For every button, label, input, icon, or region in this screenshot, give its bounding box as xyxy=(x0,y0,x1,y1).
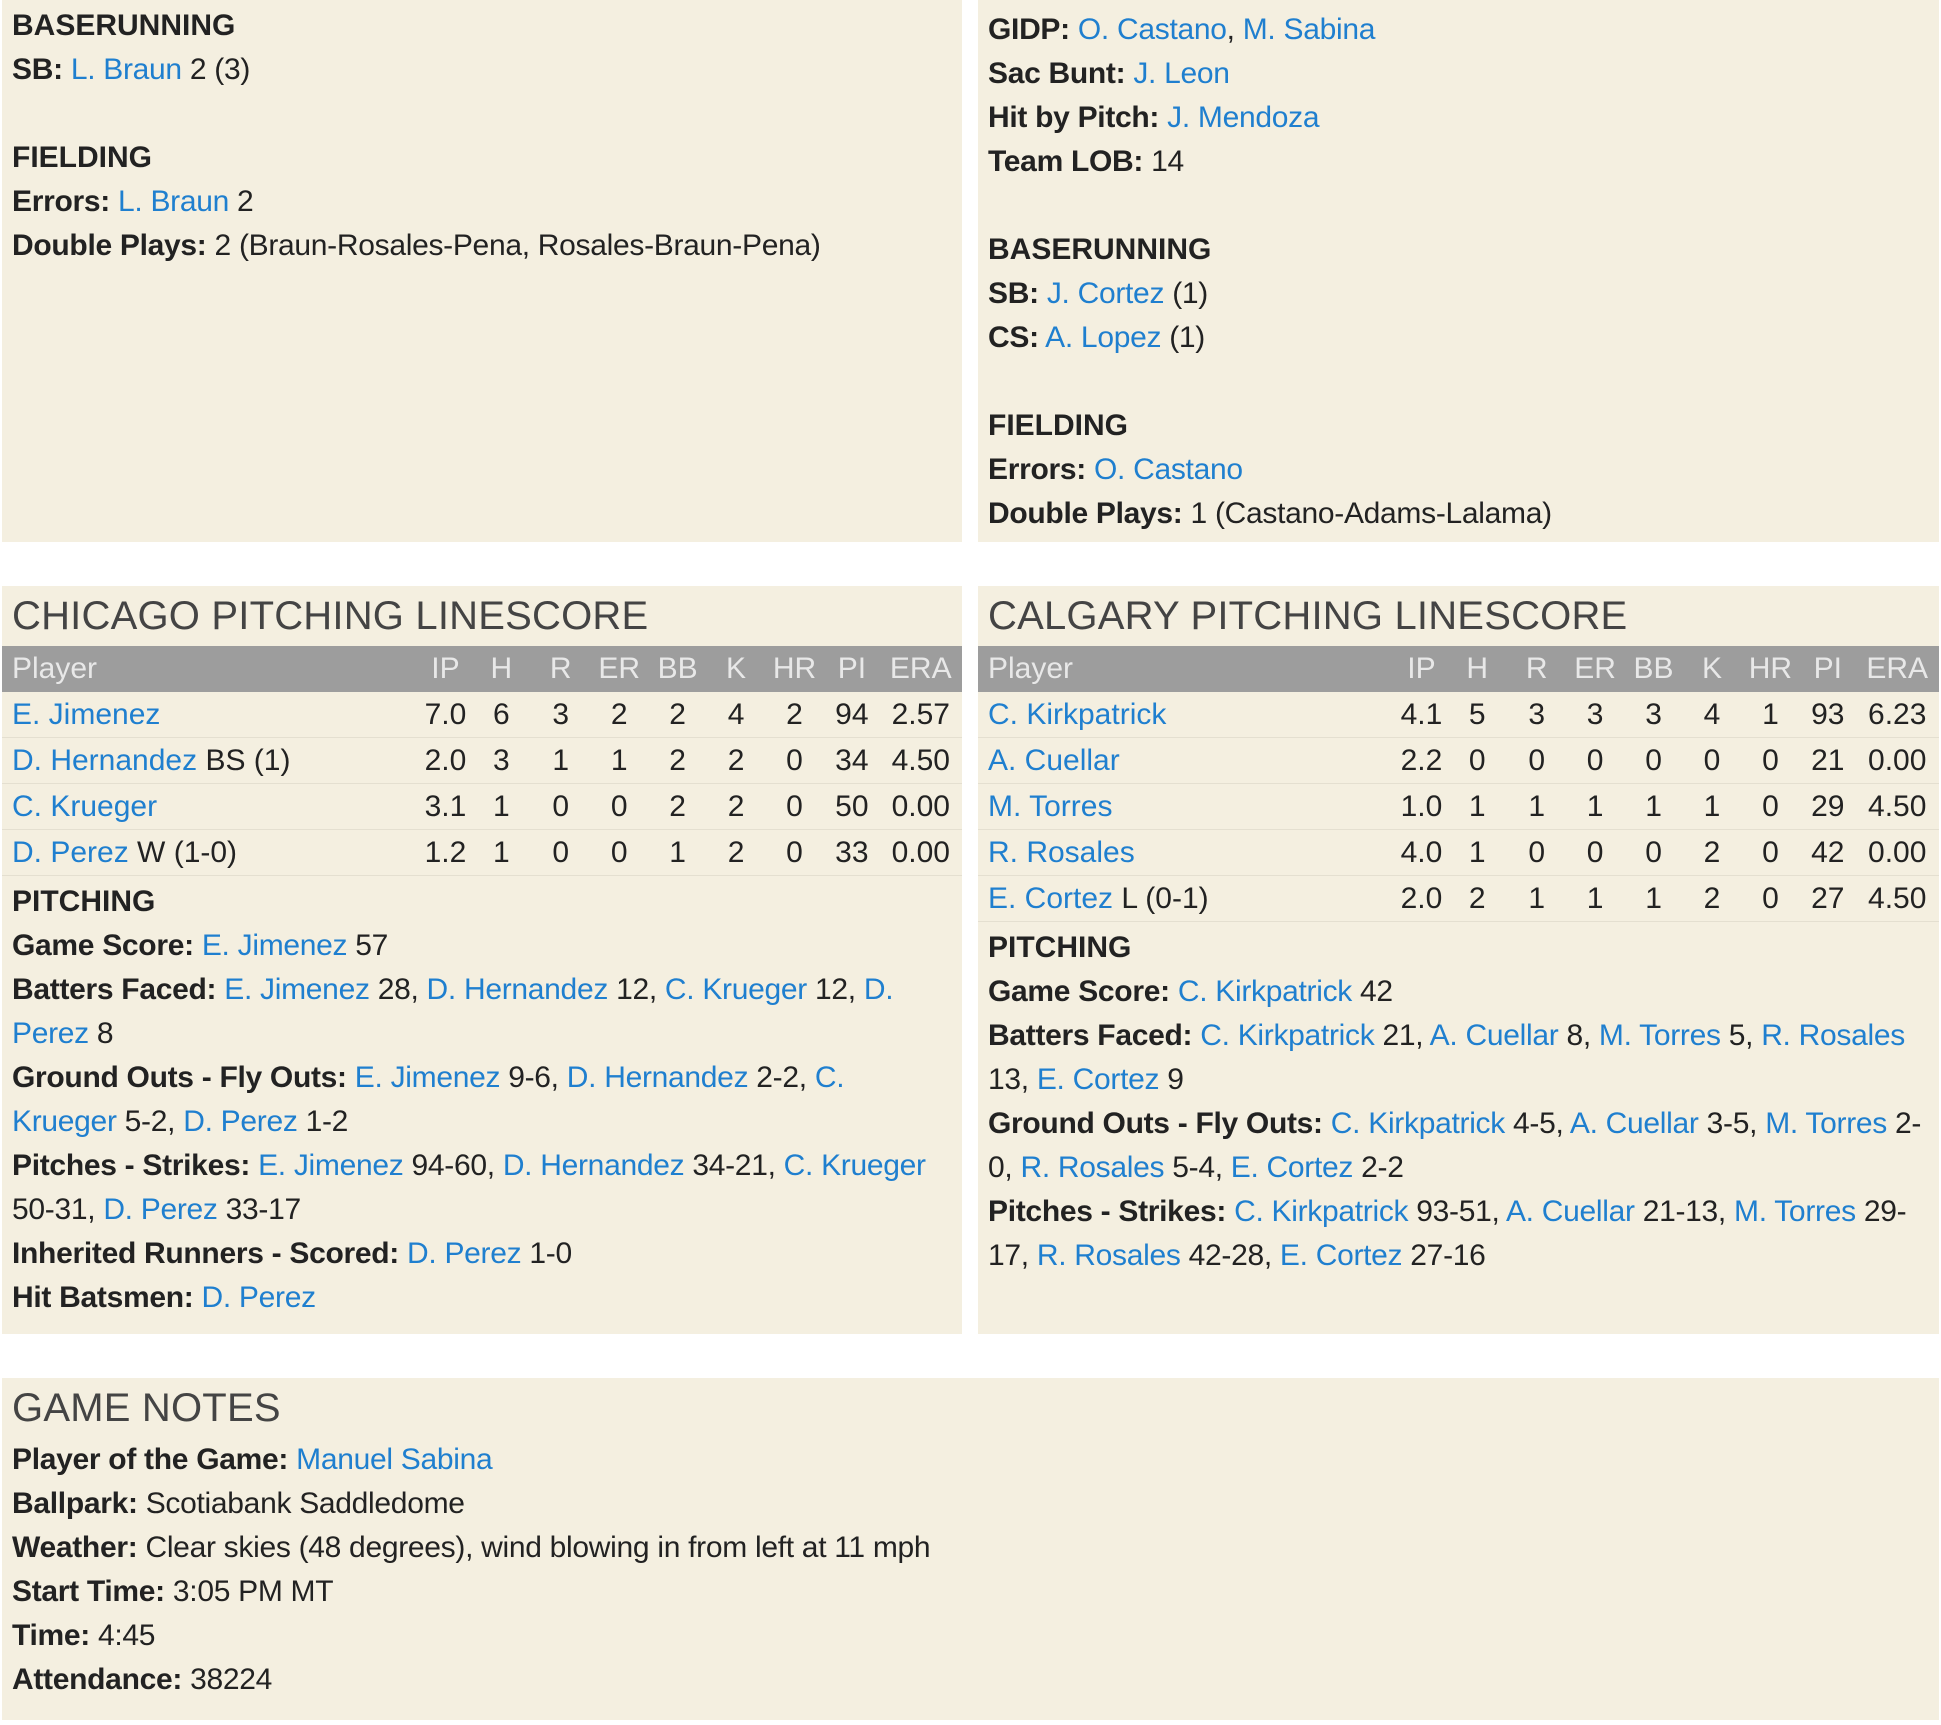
stat-cell: 1 xyxy=(1624,784,1683,830)
field-label: CS: xyxy=(988,321,1039,354)
field-value: 12, xyxy=(608,973,665,1006)
stat-cell: 3 xyxy=(1507,692,1566,738)
stat-cell: 2 xyxy=(591,692,648,738)
section-title: PITCHING xyxy=(988,931,1132,964)
hit-batsmen-line xyxy=(12,1276,952,1320)
gidp-line xyxy=(988,8,1929,52)
start-time-line xyxy=(12,1570,1929,1614)
player-link[interactable]: A. Cuellar xyxy=(988,743,1120,777)
column-header: H xyxy=(472,646,531,692)
table-header-row xyxy=(978,646,1939,692)
field-value: 21, xyxy=(1374,1019,1430,1052)
player-link[interactable]: O. Castano xyxy=(1077,13,1227,46)
player-link[interactable]: E. Cortez xyxy=(1036,1063,1160,1096)
player-link[interactable]: R. Rosales xyxy=(988,835,1135,869)
player-cell xyxy=(978,830,1395,876)
field-label: Pitches - Strikes: xyxy=(988,1195,1227,1228)
stat-cell: 2 xyxy=(1683,830,1740,876)
player-cell xyxy=(978,784,1395,830)
calgary-pitching-panel xyxy=(978,586,1939,1334)
stat-cell: 0 xyxy=(1741,738,1800,784)
column-header: ER xyxy=(591,646,648,692)
field-value: 42-28, xyxy=(1180,1239,1280,1272)
stat-cell: 4.1 xyxy=(1395,692,1447,738)
field-value: 3:05 PM MT xyxy=(164,1575,334,1608)
ballpark-line xyxy=(12,1482,1929,1526)
player-link[interactable]: J. Cortez xyxy=(1046,277,1165,310)
stat-cell: 2 xyxy=(648,738,707,784)
stat-cell: 0 xyxy=(1741,784,1800,830)
player-link[interactable]: C. Krueger xyxy=(12,789,158,823)
stat-cell: 33 xyxy=(824,830,879,876)
stat-cell: 0 xyxy=(591,830,648,876)
stat-cell: 2 xyxy=(707,784,764,830)
field-value: 94-60, xyxy=(403,1149,503,1182)
field-value: 2-2 xyxy=(1353,1151,1404,1184)
panel-title: GAME NOTES xyxy=(12,1386,281,1430)
field-label: Errors: xyxy=(12,185,110,218)
player-link[interactable]: D. Perez xyxy=(12,835,129,869)
stat-cell: 1 xyxy=(472,830,531,876)
field-label: Sac Bunt: xyxy=(988,57,1126,90)
field-label: Attendance: xyxy=(12,1663,183,1696)
double-plays-line xyxy=(988,492,1929,536)
player-link[interactable]: D. Perez xyxy=(407,1237,522,1270)
stat-cell: 0 xyxy=(1507,830,1566,876)
field-value: 13, xyxy=(988,1063,1037,1096)
stat-cell: 0.00 xyxy=(880,830,962,876)
stat-cell: 0 xyxy=(1683,738,1740,784)
field-value: 29-17, xyxy=(988,1195,1907,1272)
stat-cell: 2.2 xyxy=(1395,738,1447,784)
player-cell xyxy=(978,876,1395,922)
field-label: Errors: xyxy=(988,453,1086,486)
player-of-the-game-line xyxy=(12,1438,1929,1482)
column-header: IP xyxy=(419,646,471,692)
stolen-bases-line xyxy=(12,48,952,92)
stat-cell: 50 xyxy=(824,784,879,830)
stat-cell: 4 xyxy=(707,692,764,738)
field-value: 1-0 xyxy=(521,1237,572,1270)
field-value: 2 (3) xyxy=(181,53,251,86)
field-value: 2 xyxy=(229,185,254,218)
stat-cell: 1 xyxy=(648,830,707,876)
stat-cell: 1 xyxy=(591,738,648,784)
player-link[interactable]: O. Castano xyxy=(1093,453,1243,486)
stat-cell: 3 xyxy=(531,692,590,738)
player-cell xyxy=(2,784,419,830)
player-link[interactable]: R. Rosales xyxy=(1036,1239,1181,1272)
table-row xyxy=(978,830,1939,876)
decision-note: W (1-0) xyxy=(128,835,238,869)
field-label: SB: xyxy=(988,277,1039,310)
stat-cell: 0 xyxy=(1624,738,1683,784)
stat-cell: 1 xyxy=(531,738,590,784)
player-link[interactable]: D. Perez xyxy=(12,973,894,1050)
table-row xyxy=(2,830,962,876)
stat-cell: 42 xyxy=(1800,830,1855,876)
section-title: FIELDING xyxy=(12,141,152,174)
player-cell xyxy=(2,692,419,738)
field-label: Double Plays: xyxy=(988,497,1183,530)
field-label: SB: xyxy=(12,53,63,86)
player-link[interactable]: C. Krueger xyxy=(783,1149,926,1182)
decision-note: L (0-1) xyxy=(1113,881,1209,915)
double-plays-line xyxy=(12,224,952,268)
field-label: Hit Batsmen: xyxy=(12,1281,194,1314)
errors-line xyxy=(988,448,1929,492)
section-title: BASERUNNING xyxy=(12,9,236,42)
stat-cell: 1 xyxy=(1566,784,1623,830)
field-label: Double Plays: xyxy=(12,229,207,262)
chicago-pitching-panel xyxy=(2,586,962,1334)
column-header: R xyxy=(1507,646,1566,692)
player-link[interactable]: E. Jimenez xyxy=(258,1149,404,1182)
stat-cell: 2 xyxy=(648,692,707,738)
field-label: Ground Outs - Fly Outs: xyxy=(12,1061,347,1094)
field-value: 50-31, xyxy=(12,1193,104,1226)
stat-cell: 0 xyxy=(531,830,590,876)
batters-faced-line xyxy=(12,968,952,1056)
field-value: 57 xyxy=(347,929,389,962)
field-label: Batters Faced: xyxy=(988,1019,1193,1052)
column-header: Player xyxy=(978,646,1395,692)
player-link[interactable]: D. Hernandez xyxy=(12,743,198,777)
chicago-pitching-table xyxy=(2,646,962,876)
field-value: 8, xyxy=(1558,1019,1599,1052)
field-label: Time: xyxy=(12,1619,90,1652)
game-score-line xyxy=(12,924,952,968)
pitches-strikes-line xyxy=(988,1190,1929,1278)
player-link[interactable]: R. Rosales xyxy=(1761,1019,1905,1052)
caught-stealing-line xyxy=(988,316,1929,360)
game-score-line xyxy=(988,970,1929,1014)
column-header: BB xyxy=(1624,646,1683,692)
column-header: HR xyxy=(765,646,824,692)
column-header: Player xyxy=(2,646,419,692)
stat-cell: 3 xyxy=(472,738,531,784)
stat-cell: 0 xyxy=(1566,738,1623,784)
player-link[interactable]: E. Cortez xyxy=(1279,1239,1403,1272)
field-label: Ballpark: xyxy=(12,1487,138,1520)
stat-cell: 2 xyxy=(1683,876,1740,922)
field-label: Pitches - Strikes: xyxy=(12,1149,251,1182)
table-row xyxy=(2,738,962,784)
field-label: Player of the Game: xyxy=(12,1443,289,1476)
field-value: 8 xyxy=(88,1017,114,1050)
field-value: 28, xyxy=(369,973,427,1006)
stat-cell: 0.00 xyxy=(880,784,962,830)
sac-bunt-line xyxy=(988,52,1929,96)
field-value: 38224 xyxy=(182,1663,273,1696)
column-header: K xyxy=(1683,646,1740,692)
game-notes-panel xyxy=(2,1378,1939,1720)
player-link[interactable]: C. Kirkpatrick xyxy=(1234,1195,1409,1228)
field-value: 9 xyxy=(1159,1063,1184,1096)
stat-cell: 2.0 xyxy=(1395,876,1447,922)
field-value: 2 (Braun-Rosales-Pena, Rosales-Braun-Pena) xyxy=(206,229,821,262)
player-link[interactable]: M. Sabina xyxy=(1242,13,1376,46)
player-link[interactable]: L. Braun xyxy=(70,53,182,86)
player-link[interactable]: E. Jimenez xyxy=(354,1061,501,1094)
stat-cell: 3 xyxy=(1566,692,1623,738)
player-link[interactable]: M. Torres xyxy=(1734,1195,1856,1228)
separator: , xyxy=(1226,13,1243,46)
player-link[interactable]: A. Cuellar xyxy=(1505,1195,1635,1228)
player-link[interactable]: D. Hernandez xyxy=(426,973,609,1006)
stat-cell: 1.0 xyxy=(1395,784,1447,830)
field-value: 1 (Castano-Adams-Lalama) xyxy=(1182,497,1552,530)
column-header: PI xyxy=(824,646,879,692)
field-value: 5-4, xyxy=(1164,1151,1231,1184)
player-link[interactable]: D. Perez xyxy=(103,1193,218,1226)
field-value: 4-5, xyxy=(1504,1107,1570,1140)
stat-cell: 3 xyxy=(1624,692,1683,738)
field-value: 14 xyxy=(1143,145,1184,178)
player-link[interactable]: M. Torres xyxy=(1765,1107,1887,1140)
stat-cell: 0 xyxy=(765,738,824,784)
stat-cell: 93 xyxy=(1800,692,1855,738)
pitches-strikes-line xyxy=(12,1144,952,1232)
column-header: K xyxy=(707,646,764,692)
field-label: Weather: xyxy=(12,1531,138,1564)
player-link[interactable]: A. Cuellar xyxy=(1429,1019,1559,1052)
stat-cell: 5 xyxy=(1448,692,1507,738)
errors-line xyxy=(12,180,952,224)
stat-cell: 4.0 xyxy=(1395,830,1447,876)
stat-cell: 2 xyxy=(765,692,824,738)
stat-cell: 2.0 xyxy=(419,738,471,784)
player-link[interactable]: A. Lopez xyxy=(1045,321,1162,354)
column-header: ER xyxy=(1566,646,1623,692)
column-header: R xyxy=(531,646,590,692)
field-value: Scotiabank Saddledome xyxy=(137,1487,465,1520)
field-label: Game Score: xyxy=(12,929,194,962)
field-value: 3-5, xyxy=(1698,1107,1766,1140)
column-header: PI xyxy=(1800,646,1855,692)
stat-cell: 2.57 xyxy=(880,692,962,738)
chicago-batting-notes-panel xyxy=(2,0,962,542)
player-link[interactable]: M. Torres xyxy=(988,789,1113,823)
player-link[interactable]: C. Kirkpatrick xyxy=(988,697,1167,731)
stat-cell: 7.0 xyxy=(419,692,471,738)
stat-cell: 2 xyxy=(648,784,707,830)
calgary-batting-notes-panel xyxy=(978,0,1939,542)
stat-cell: 21 xyxy=(1800,738,1855,784)
stat-cell: 0 xyxy=(591,784,648,830)
hit-by-pitch-line xyxy=(988,96,1929,140)
stat-cell: 1 xyxy=(1448,830,1507,876)
field-label: Game Score: xyxy=(988,975,1170,1008)
table-row xyxy=(978,738,1939,784)
stat-cell: 1 xyxy=(1448,784,1507,830)
panel-title: CALGARY PITCHING LINESCORE xyxy=(988,594,1628,638)
stat-cell: 29 xyxy=(1800,784,1855,830)
stat-cell: 4.50 xyxy=(880,738,962,784)
table-row xyxy=(978,784,1939,830)
stat-cell: 4.50 xyxy=(1855,876,1939,922)
stat-cell: 1 xyxy=(1624,876,1683,922)
column-header: ERA xyxy=(880,646,962,692)
stat-cell: 0 xyxy=(765,830,824,876)
player-link[interactable]: D. Hernandez xyxy=(502,1149,685,1182)
stat-cell: 1 xyxy=(1683,784,1740,830)
stat-cell: 6 xyxy=(472,692,531,738)
player-link[interactable]: E. Cortez xyxy=(1230,1151,1354,1184)
batters-faced-line xyxy=(988,1014,1929,1102)
player-cell xyxy=(2,738,419,784)
stat-cell: 0 xyxy=(1507,738,1566,784)
inherited-runners-line xyxy=(12,1232,952,1276)
field-value: 42 xyxy=(1352,975,1393,1008)
field-value: 12, xyxy=(806,973,864,1006)
table-row xyxy=(2,784,962,830)
calgary-pitching-table xyxy=(978,646,1939,922)
stat-cell: 1 xyxy=(1741,692,1800,738)
column-header: BB xyxy=(648,646,707,692)
stat-cell: 0.00 xyxy=(1855,830,1939,876)
stat-cell: 0 xyxy=(765,784,824,830)
player-link[interactable]: E. Jimenez xyxy=(201,929,348,962)
weather-line xyxy=(12,1526,1929,1570)
stat-cell: 1 xyxy=(1507,784,1566,830)
field-label: GIDP: xyxy=(988,13,1070,46)
field-value: 34-21, xyxy=(684,1149,784,1182)
stat-cell: 27 xyxy=(1800,876,1855,922)
stat-cell: 4 xyxy=(1683,692,1740,738)
stat-cell: 2 xyxy=(1448,876,1507,922)
player-link[interactable]: C. Krueger xyxy=(664,973,807,1006)
field-label: Team LOB: xyxy=(988,145,1144,178)
field-value: (1) xyxy=(1161,321,1205,354)
player-link[interactable]: A. Cuellar xyxy=(1569,1107,1699,1140)
field-value: 5, xyxy=(1720,1019,1762,1052)
field-value: 21-13, xyxy=(1634,1195,1735,1228)
stat-cell: 1 xyxy=(1566,876,1623,922)
stat-cell: 0 xyxy=(1624,830,1683,876)
table-row xyxy=(978,876,1939,922)
field-value: 2-0, xyxy=(988,1107,1922,1184)
field-value: (1) xyxy=(1164,277,1208,310)
stat-cell: 1.2 xyxy=(419,830,471,876)
decision-note: BS (1) xyxy=(197,743,291,777)
field-value: 9-6, xyxy=(500,1061,567,1094)
field-value: 27-16 xyxy=(1402,1239,1486,1272)
player-link[interactable]: R. Rosales xyxy=(1020,1151,1165,1184)
field-label: Inherited Runners - Scored: xyxy=(12,1237,399,1270)
player-cell xyxy=(978,692,1395,738)
table-header-row xyxy=(2,646,962,692)
player-link[interactable]: J. Mendoza xyxy=(1167,101,1320,134)
player-link[interactable]: C. Kirkpatrick xyxy=(1330,1107,1505,1140)
field-value: 4:45 xyxy=(89,1619,156,1652)
stat-cell: 0 xyxy=(1741,830,1800,876)
player-cell xyxy=(978,738,1395,784)
stat-cell: 2 xyxy=(707,738,764,784)
table-row xyxy=(2,692,962,738)
stat-cell: 34 xyxy=(824,738,879,784)
stat-cell: 0 xyxy=(1566,830,1623,876)
field-value: 5-2, xyxy=(116,1105,184,1138)
stat-cell: 2 xyxy=(707,830,764,876)
player-link[interactable]: J. Leon xyxy=(1133,57,1230,90)
player-cell xyxy=(2,830,419,876)
column-header: IP xyxy=(1395,646,1447,692)
player-link[interactable]: C. Kirkpatrick xyxy=(1200,1019,1375,1052)
player-link[interactable]: C. Kirkpatrick xyxy=(1177,975,1353,1008)
player-link[interactable]: M. Torres xyxy=(1598,1019,1721,1052)
game-time-line xyxy=(12,1614,1929,1658)
player-link[interactable]: D. Perez xyxy=(183,1105,298,1138)
stat-cell: 3.1 xyxy=(419,784,471,830)
field-label: Ground Outs - Fly Outs: xyxy=(988,1107,1323,1140)
field-label: Batters Faced: xyxy=(12,973,217,1006)
section-title: PITCHING xyxy=(12,885,156,918)
stolen-bases-line xyxy=(988,272,1929,316)
stat-cell: 1 xyxy=(1507,876,1566,922)
field-value: Clear skies (48 degrees), wind blowing in from left at 11 mph xyxy=(137,1531,931,1564)
player-link[interactable]: E. Cortez xyxy=(988,881,1114,915)
table-row xyxy=(978,692,1939,738)
stat-cell: 0.00 xyxy=(1855,738,1939,784)
column-header: H xyxy=(1448,646,1507,692)
field-value: 33-17 xyxy=(217,1193,301,1226)
column-header: HR xyxy=(1741,646,1800,692)
player-link[interactable]: Manuel Sabina xyxy=(296,1443,493,1476)
team-lob-line xyxy=(988,140,1929,184)
stat-cell: 0 xyxy=(531,784,590,830)
stat-cell: 94 xyxy=(824,692,879,738)
stat-cell: 6.23 xyxy=(1855,692,1939,738)
stat-cell: 0 xyxy=(1448,738,1507,784)
section-title: FIELDING xyxy=(988,409,1128,442)
ground-fly-outs-line xyxy=(988,1102,1929,1190)
player-link[interactable]: D. Perez xyxy=(201,1281,316,1314)
ground-fly-outs-line xyxy=(12,1056,952,1144)
field-label: Start Time: xyxy=(12,1575,165,1608)
field-label: Hit by Pitch: xyxy=(988,101,1160,134)
field-value: 2-2, xyxy=(748,1061,815,1094)
section-title: BASERUNNING xyxy=(988,233,1212,266)
panel-title: CHICAGO PITCHING LINESCORE xyxy=(12,594,649,638)
field-value: 93-51, xyxy=(1408,1195,1506,1228)
stat-cell: 1 xyxy=(472,784,531,830)
stat-cell: 0 xyxy=(1741,876,1800,922)
player-link[interactable]: C. Krueger xyxy=(12,1061,845,1138)
player-link[interactable]: E. Jimenez xyxy=(12,697,161,731)
field-value: 1-2 xyxy=(297,1105,349,1138)
attendance-line xyxy=(12,1658,1929,1702)
player-link[interactable]: L. Braun xyxy=(117,185,229,218)
column-header: ERA xyxy=(1855,646,1939,692)
stat-cell: 4.50 xyxy=(1855,784,1939,830)
player-link[interactable]: D. Hernandez xyxy=(566,1061,749,1094)
player-link[interactable]: E. Jimenez xyxy=(224,973,370,1006)
